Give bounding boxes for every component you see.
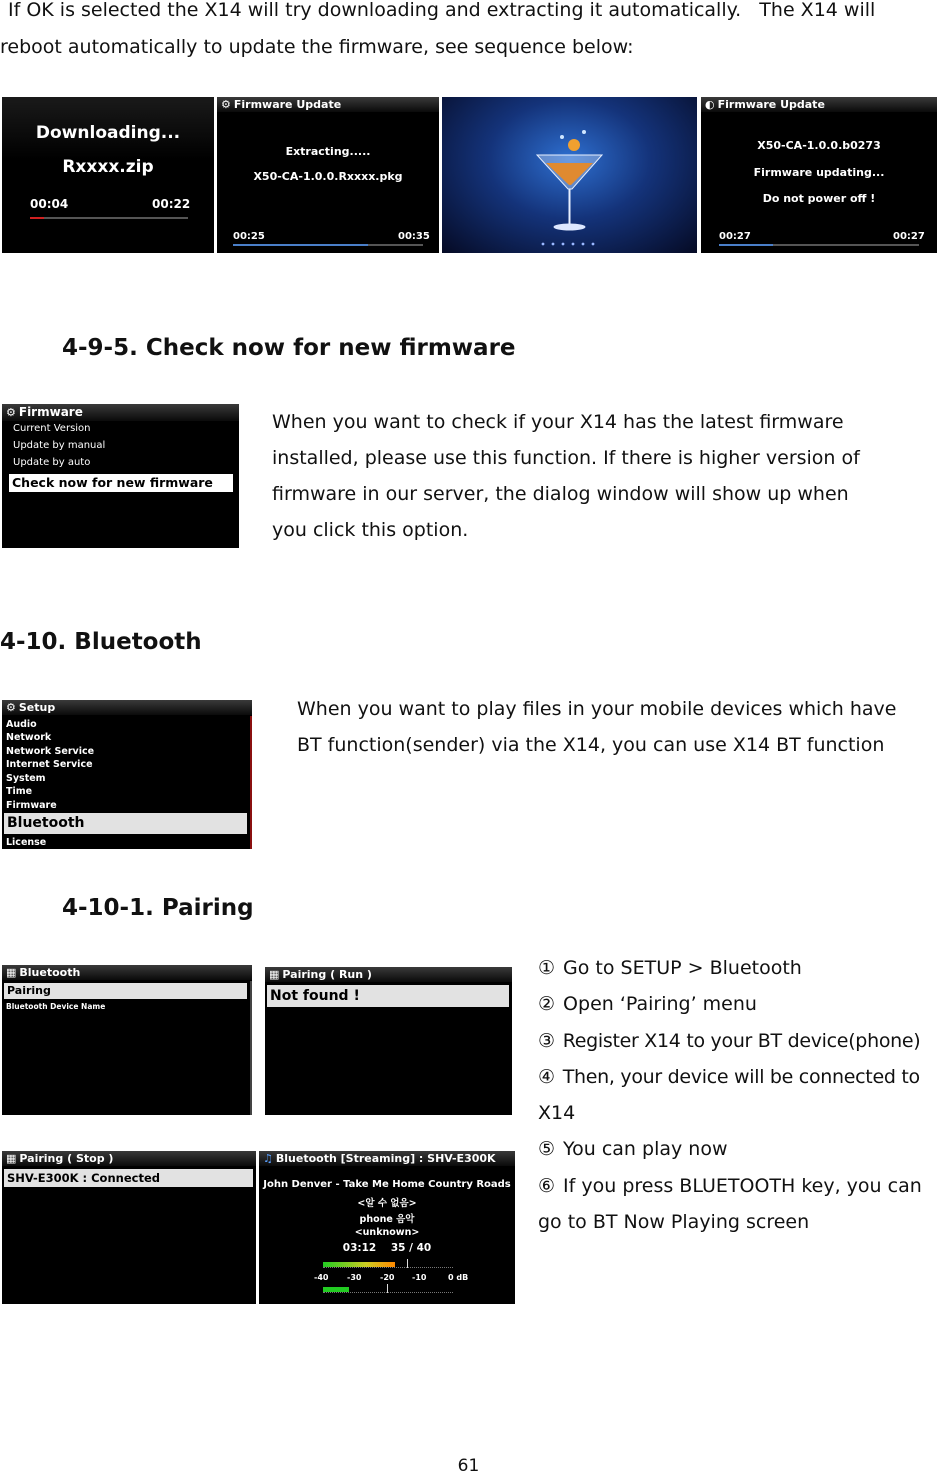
step-item [538,1023,937,1059]
setup-menu-item: System [6,773,46,784]
firmware-menu-item: Update by manual [13,440,106,451]
check-firmware-text-3: firmware in our server, the dialog window will show up when [272,483,849,505]
step-item [538,1095,937,1131]
intro-line-2: reboot automatically to update the firmware, see sequence below: [0,36,634,58]
pair-stop-title: Pairing ( Stop ) [19,1152,114,1165]
screenshot-setup-menu [2,700,252,849]
cocktail-glass-image [442,97,697,253]
setup-menu-item: Audio [6,719,37,730]
heading-4-9-5: 4-9-5. Check now for new firmware [62,335,516,361]
downloading-file: Rxxxx.zip [62,157,154,177]
firmware-menu-item: Current Version [13,423,91,434]
update-icon: ◐ [705,98,715,111]
setup-menu-item: Firmware [6,800,57,811]
intro-line-1: If OK is selected the X14 will try downloading and extracting it automatically. The X14 will [8,0,876,21]
setup-menu-selected: Bluetooth [4,813,247,834]
screenshot-downloading [2,97,214,253]
meter-scale-label: 0 dB [448,1273,469,1282]
check-firmware-text-1: When you want to check if your X14 has the latest firmware [272,411,844,433]
gear-icon: ⚙ [6,701,16,714]
bluetooth-icon: ▦ [6,1152,17,1165]
step-number: ④ [538,1065,555,1088]
bluetooth-text-2: BT function(sender) via the X14, you can use X14 BT function [297,734,885,756]
level-meter-bottom [323,1287,453,1293]
bluetooth-icon: ▦ [6,966,17,979]
music-note-icon: ♫ [263,1152,273,1165]
downloading-time-end: 00:22 [152,197,191,211]
step-item [538,1204,937,1240]
updating-status: Firmware updating... [753,166,885,179]
screenshot-bluetooth-menu [2,965,252,1115]
screenshot-pairing-stop [2,1151,256,1304]
updating-progress [719,244,919,246]
meter-scale-label: -40 [314,1273,329,1282]
streaming-time: 03:12 [342,1242,377,1254]
pair-run-selected: Not found ! [267,985,509,1007]
bluetooth-icon: ▦ [269,968,280,981]
step-text: X14 [538,1102,576,1125]
bt-menu-selected: Pairing [4,983,247,999]
setup-menu-item: Internet Service [6,759,93,770]
page-number: 61 [457,1456,480,1476]
step-item [538,1168,937,1204]
gear-icon: ⚙ [221,98,231,111]
step-item [538,1059,937,1095]
firmware-menu-item: Update by auto [13,457,91,468]
setup-menu-item: License [6,837,47,848]
extracting-time-end: 00:35 [398,231,430,242]
updating-time-end: 00:27 [893,231,925,242]
extracting-time-start: 00:25 [233,231,265,242]
step-text: Then, your device will be connected to [562,1065,920,1088]
updating-bar-title: Firmware Update [717,98,825,111]
step-text: go to BT Now Playing screen [538,1211,810,1234]
pair-run-title: Pairing ( Run ) [282,968,372,981]
step-item [538,986,937,1022]
step-number: ① [538,957,556,979]
extracting-file: X50-CA-1.0.0.Rxxxx.pkg [253,170,403,183]
streaming-song: John Denver - Take Me Home Country Roads [263,1179,511,1190]
heading-4-10-1: 4-10-1. Pairing [62,895,254,921]
bt-menu-title: Bluetooth [19,966,81,979]
setup-menu-item: Network Service [6,746,95,757]
pairing-steps [538,950,937,1240]
setup-menu-title: Setup [18,701,56,714]
downloading-time-start: 00:04 [30,197,69,211]
streaming-track: 35 / 40 [390,1242,432,1254]
extracting-progress [233,244,423,246]
extracting-title: Extracting..... [285,145,371,158]
step-text: Register X14 to your BT device(phone) [562,1029,921,1052]
pair-stop-selected: SHV-E300K : Connected [4,1169,253,1187]
gear-icon: ⚙ [6,406,16,419]
step-text: If you press BLUETOOTH key, you can [563,1174,922,1197]
step-number: ⑤ [538,1138,556,1161]
step-text: Go to SETUP > Bluetooth [563,957,802,979]
screenshot-extracting [217,97,439,253]
screenshot-firmware-menu [2,404,239,548]
check-firmware-text-2: installed, please use this function. If there is higher version of [272,447,860,469]
screenshot-boot-splash [442,97,697,253]
firmware-menu-selected: Check now for new firmware [9,474,233,492]
screenshot-updating [701,97,937,253]
step-number: ③ [538,1029,555,1052]
firmware-menu-title: Firmware [18,405,83,419]
meter-scale-label: -10 [412,1273,427,1282]
streaming-source: phone 음악 [359,1214,415,1225]
meter-scale-label: -30 [347,1273,362,1282]
screenshot-bt-streaming [259,1151,515,1304]
downloading-title: Downloading... [35,123,181,143]
bluetooth-text-1: When you want to play files in your mobile devices which have [297,698,897,720]
setup-menu-item: Network [6,732,52,743]
streaming-album: <알 수 없음> [357,1198,417,1209]
heading-4-10: 4-10. Bluetooth [0,629,202,655]
step-item [538,1131,937,1167]
bt-menu-item: Bluetooth Device Name [6,1002,106,1011]
downloading-progress [30,217,188,219]
step-item [538,950,937,986]
level-meter-top [323,1262,453,1268]
streaming-title: Bluetooth [Streaming] : SHV-E300K [275,1152,496,1165]
step-number: ② [538,993,556,1016]
updating-warning: Do not power off ! [762,192,876,205]
setup-menu-item: Time [6,786,33,797]
check-firmware-text-4: you click this option. [272,519,469,541]
step-text: Open ‘Pairing’ menu [563,993,757,1016]
step-text: You can play now [563,1138,728,1161]
meter-scale-label: -20 [380,1273,395,1282]
extracting-bar-title: Firmware Update [233,98,342,111]
streaming-artist: <unknown> [354,1227,420,1238]
updating-time-start: 00:27 [719,231,751,242]
updating-version: X50-CA-1.0.0.b0273 [757,139,881,152]
screenshot-pairing-run [265,967,512,1115]
step-number: ⑥ [538,1174,556,1197]
